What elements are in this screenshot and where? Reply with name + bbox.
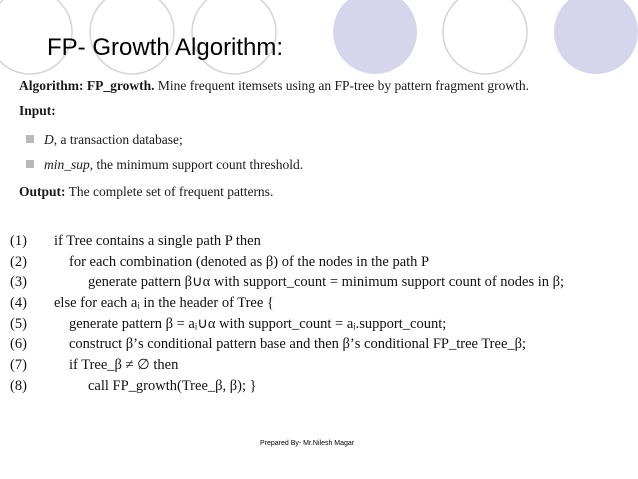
line-number: (7): [10, 357, 27, 374]
line-code: generate pattern β = aᵢ∪α with support_count = aᵢ.support_count;: [69, 315, 447, 332]
pseudocode-line: [10, 355, 630, 376]
pseudocode-line: [10, 376, 630, 397]
pseudocode-line: [10, 231, 630, 252]
slide-title: FP- Growth Algorithm:: [47, 34, 284, 61]
algorithm-label: Algorithm: FP_growth.: [19, 78, 155, 93]
decor-circle-4: [333, 0, 417, 74]
input-text: , the minimum support count threshold.: [89, 157, 304, 172]
pseudocode-line: [10, 334, 630, 355]
decor-circle-5: [443, 0, 527, 74]
line-code: for each combination (denoted as β) of the nodes in the path P: [69, 253, 430, 270]
line-code: call FP_growth(Tree_β, β); }: [88, 377, 257, 394]
output-label: Output:: [19, 184, 66, 199]
line-code: generate pattern β∪α with support_count = minimum support count of nodes in β;: [88, 274, 565, 291]
pseudocode-line: [10, 252, 630, 273]
output-text: The complete set of frequent patterns.: [65, 184, 274, 199]
pseudocode-line: [10, 272, 630, 293]
input-term: D: [44, 132, 54, 147]
footer-credit: Prepared By- Mr.Nilesh Magar: [260, 440, 355, 447]
line-number: (3): [10, 274, 27, 291]
decor-circle-6: [554, 0, 638, 74]
line-code: construct β’s conditional pattern base and then β’s conditional FP_tree Tree_β;: [69, 336, 527, 353]
input-term: min_sup: [44, 157, 90, 172]
output-line: [19, 184, 273, 200]
pseudocode-line: [10, 314, 630, 335]
line-code: if Tree_β ≠ ∅ then: [69, 357, 179, 374]
line-number: (5): [10, 315, 27, 332]
bullet-square-icon: [26, 135, 34, 143]
input-item-min-sup: [26, 157, 303, 173]
algorithm-description: Mine frequent itemsets using an FP-tree by pattern fragment growth.: [154, 78, 530, 93]
line-code: else for each aᵢ in the header of Tree {: [54, 295, 274, 312]
input-label: Input:: [19, 103, 56, 118]
input-item-d: [26, 132, 183, 148]
algorithm-line: [19, 78, 529, 94]
line-number: (8): [10, 377, 27, 394]
bullet-square-icon: [26, 160, 34, 168]
algorithm-pseudocode: [10, 231, 630, 397]
line-number: (2): [10, 253, 27, 270]
pseudocode-line: [10, 293, 630, 314]
input-text: , a transaction database;: [53, 132, 183, 147]
line-number: (4): [10, 295, 27, 312]
line-number: (1): [10, 233, 27, 249]
line-number: (6): [10, 336, 27, 353]
line-code: if Tree contains a single path P then: [54, 233, 261, 249]
